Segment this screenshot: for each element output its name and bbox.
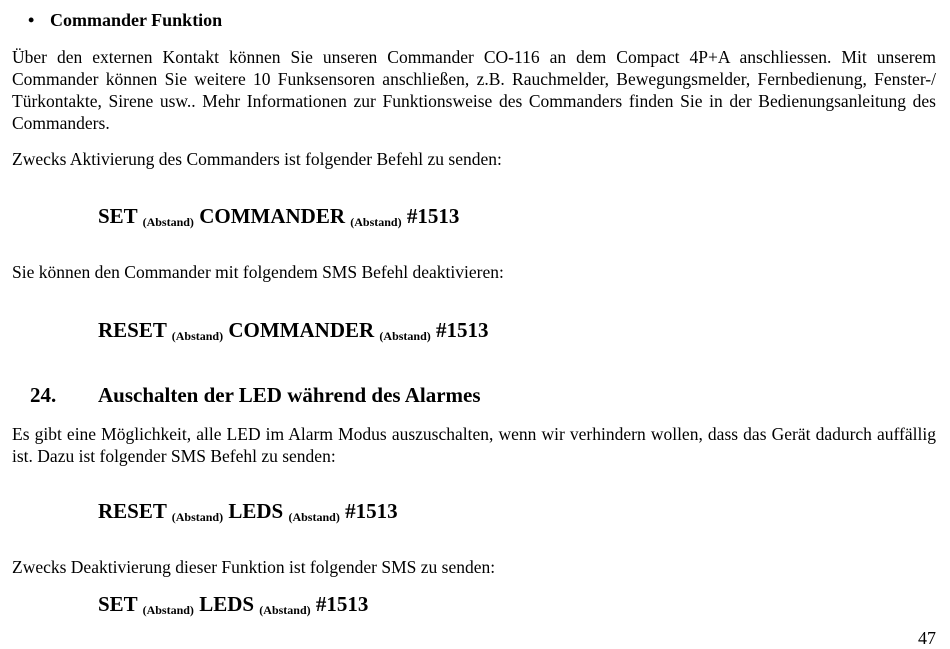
section-heading-commander [28,10,222,31]
deactivate-function-text: Zwecks Deaktivierung dieser Funktion ist folgender SMS zu senden: [12,557,496,577]
spacing-note: (Abstand) [259,603,311,617]
command-code: #1513 [315,592,369,616]
command-word: LEDS [199,592,255,616]
activation-text: Zwecks Aktivierung des Commanders ist folgender Befehl zu senden: [12,149,502,169]
spacing-note: (Abstand) [379,329,431,343]
command-reset-commander [98,318,489,344]
led-paragraph: Es gibt eine Möglichkeit, alle LED im Alarm Modus auszuschalten, wenn wir verhindern wollen, dass das Gerät dadurch auffällig ist. Dazu ist folgender SMS Befehl zu senden: [12,424,936,466]
bullet-icon: • [28,10,35,30]
command-word: RESET [98,318,167,342]
command-reset-leds [98,499,398,525]
spacing-note: (Abstand) [171,329,224,343]
command-word: RESET [98,499,167,523]
spacing-note: (Abstand) [350,215,402,229]
command-code: #1513 [406,204,460,228]
command-word: LEDS [228,499,284,523]
commander-paragraph: Über den externen Kontakt können Sie unseren Commander CO-116 an dem Compact 4P+A anschliessen. Mit unserem Commander können Sie weitere 10 Funksensoren anschließen, z.B. Rauchmelder, Bewegungsmelder, Fernbedienung, Fenster-/ Türkontakte, Sirene usw.. Mehr Informationen zur Funktionsweise des Commanders finden Sie in der Bedienungsanleitung des Commanders. [12,47,936,133]
command-code: #1513 [436,318,489,342]
command-word: COMMANDER [199,204,345,228]
section-title: Auschalten der LED während des Alarmes [98,383,481,407]
spacing-note: (Abstand) [142,603,194,617]
command-word: COMMANDER [228,318,375,342]
deactivation-text: Sie können den Commander mit folgendem SMS Befehl deaktivieren: [12,262,504,282]
command-set-leds [98,592,368,618]
spacing-note: (Abstand) [288,510,340,524]
command-set-commander [98,204,459,230]
command-word: SET [98,204,138,228]
spacing-note: (Abstand) [142,215,194,229]
section-24-heading [30,383,481,408]
command-code: #1513 [345,499,398,523]
section-title: Commander Funktion [50,10,223,30]
command-word: SET [98,592,138,616]
spacing-note: (Abstand) [171,510,224,524]
page-number: 47 [918,628,936,648]
section-number: 24. [30,383,57,407]
